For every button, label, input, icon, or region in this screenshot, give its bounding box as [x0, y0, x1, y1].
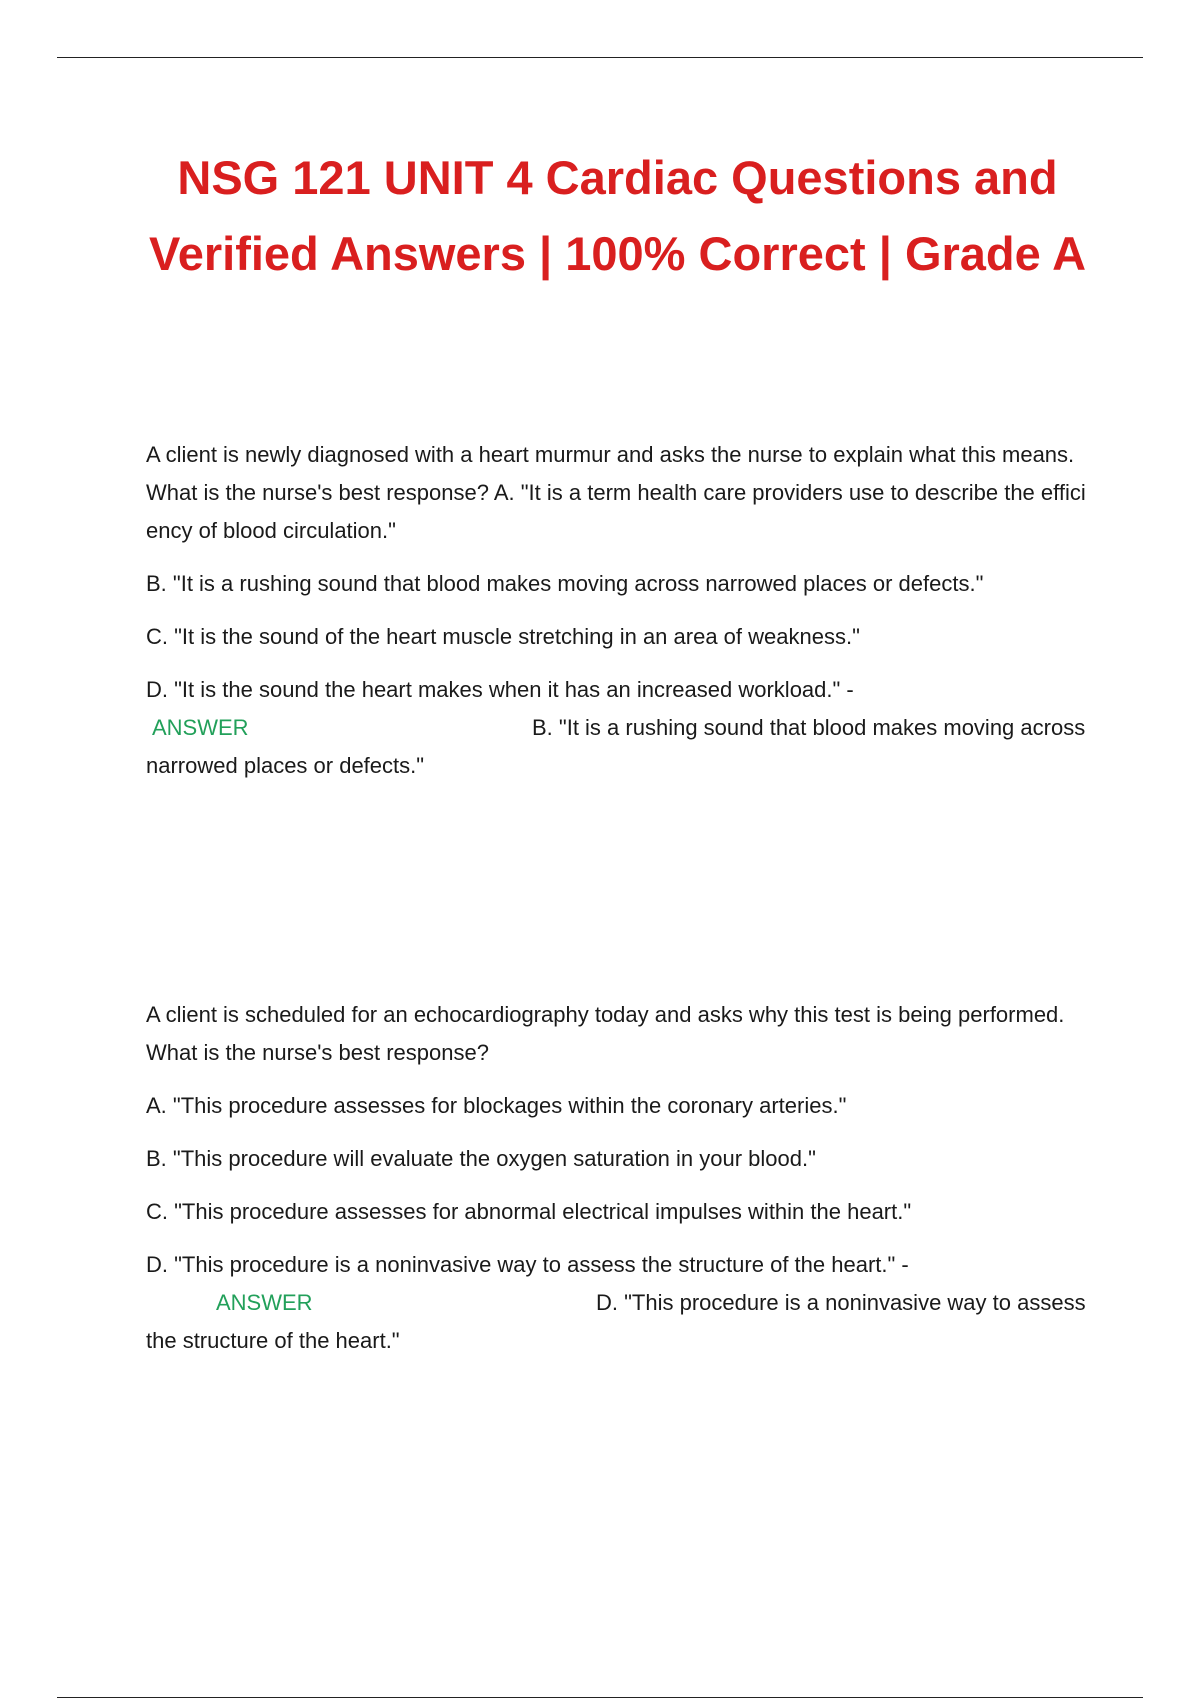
- question-2-option-c: C. "This procedure assesses for abnormal electrical impulses within the heart.": [146, 1199, 912, 1224]
- question-2-answer-text: D. "This procedure is a noninvasive way to assess the structure of the heart.": [146, 1290, 1086, 1353]
- question-2-option-d: D. "This procedure is a noninvasive way to assess the structure of the heart." -: [146, 1252, 909, 1277]
- question-2-answer-label: ANSWER: [216, 1290, 313, 1315]
- question-2-option-a: A. "This procedure assesses for blockages within the coronary arteries.": [146, 1093, 847, 1118]
- question-1-option-b: B. "It is a rushing sound that blood makes moving across narrowed places or defects.": [146, 571, 984, 596]
- question-2-option-d-with-answer: [146, 1246, 1091, 1360]
- question-1-stem: A client is newly diagnosed with a heart murmur and asks the nurse to explain what this means. What is the nurse's best response? A. "It is a term health care providers use to describe the efficiency of blood circulation.": [146, 442, 1086, 543]
- question-1: [146, 436, 1091, 800]
- question-2-option-b: B. "This procedure will evaluate the oxygen saturation in your blood.": [146, 1146, 816, 1171]
- question-1-answer-label: ANSWER: [152, 715, 249, 740]
- bottom-rule: [57, 1697, 1143, 1698]
- question-2: [146, 996, 1091, 1375]
- question-1-option-c: C. "It is the sound of the heart muscle stretching in an area of weakness.": [146, 624, 860, 649]
- question-1-option-d: D. "It is the sound the heart makes when it has an increased workload." -: [146, 677, 854, 702]
- question-1-option-d-with-answer: [146, 671, 1091, 785]
- document-title: NSG 121 UNIT 4 Cardiac Questions and Verified Answers | 100% Correct | Grade A: [148, 151, 1087, 280]
- question-1-answer-text: B. "It is a rushing sound that blood makes moving across narrowed places or defects.": [146, 715, 1086, 778]
- question-2-stem: A client is scheduled for an echocardiography today and asks why this test is being performed. What is the nurse's best response?: [146, 1002, 1065, 1065]
- top-rule: [57, 57, 1143, 58]
